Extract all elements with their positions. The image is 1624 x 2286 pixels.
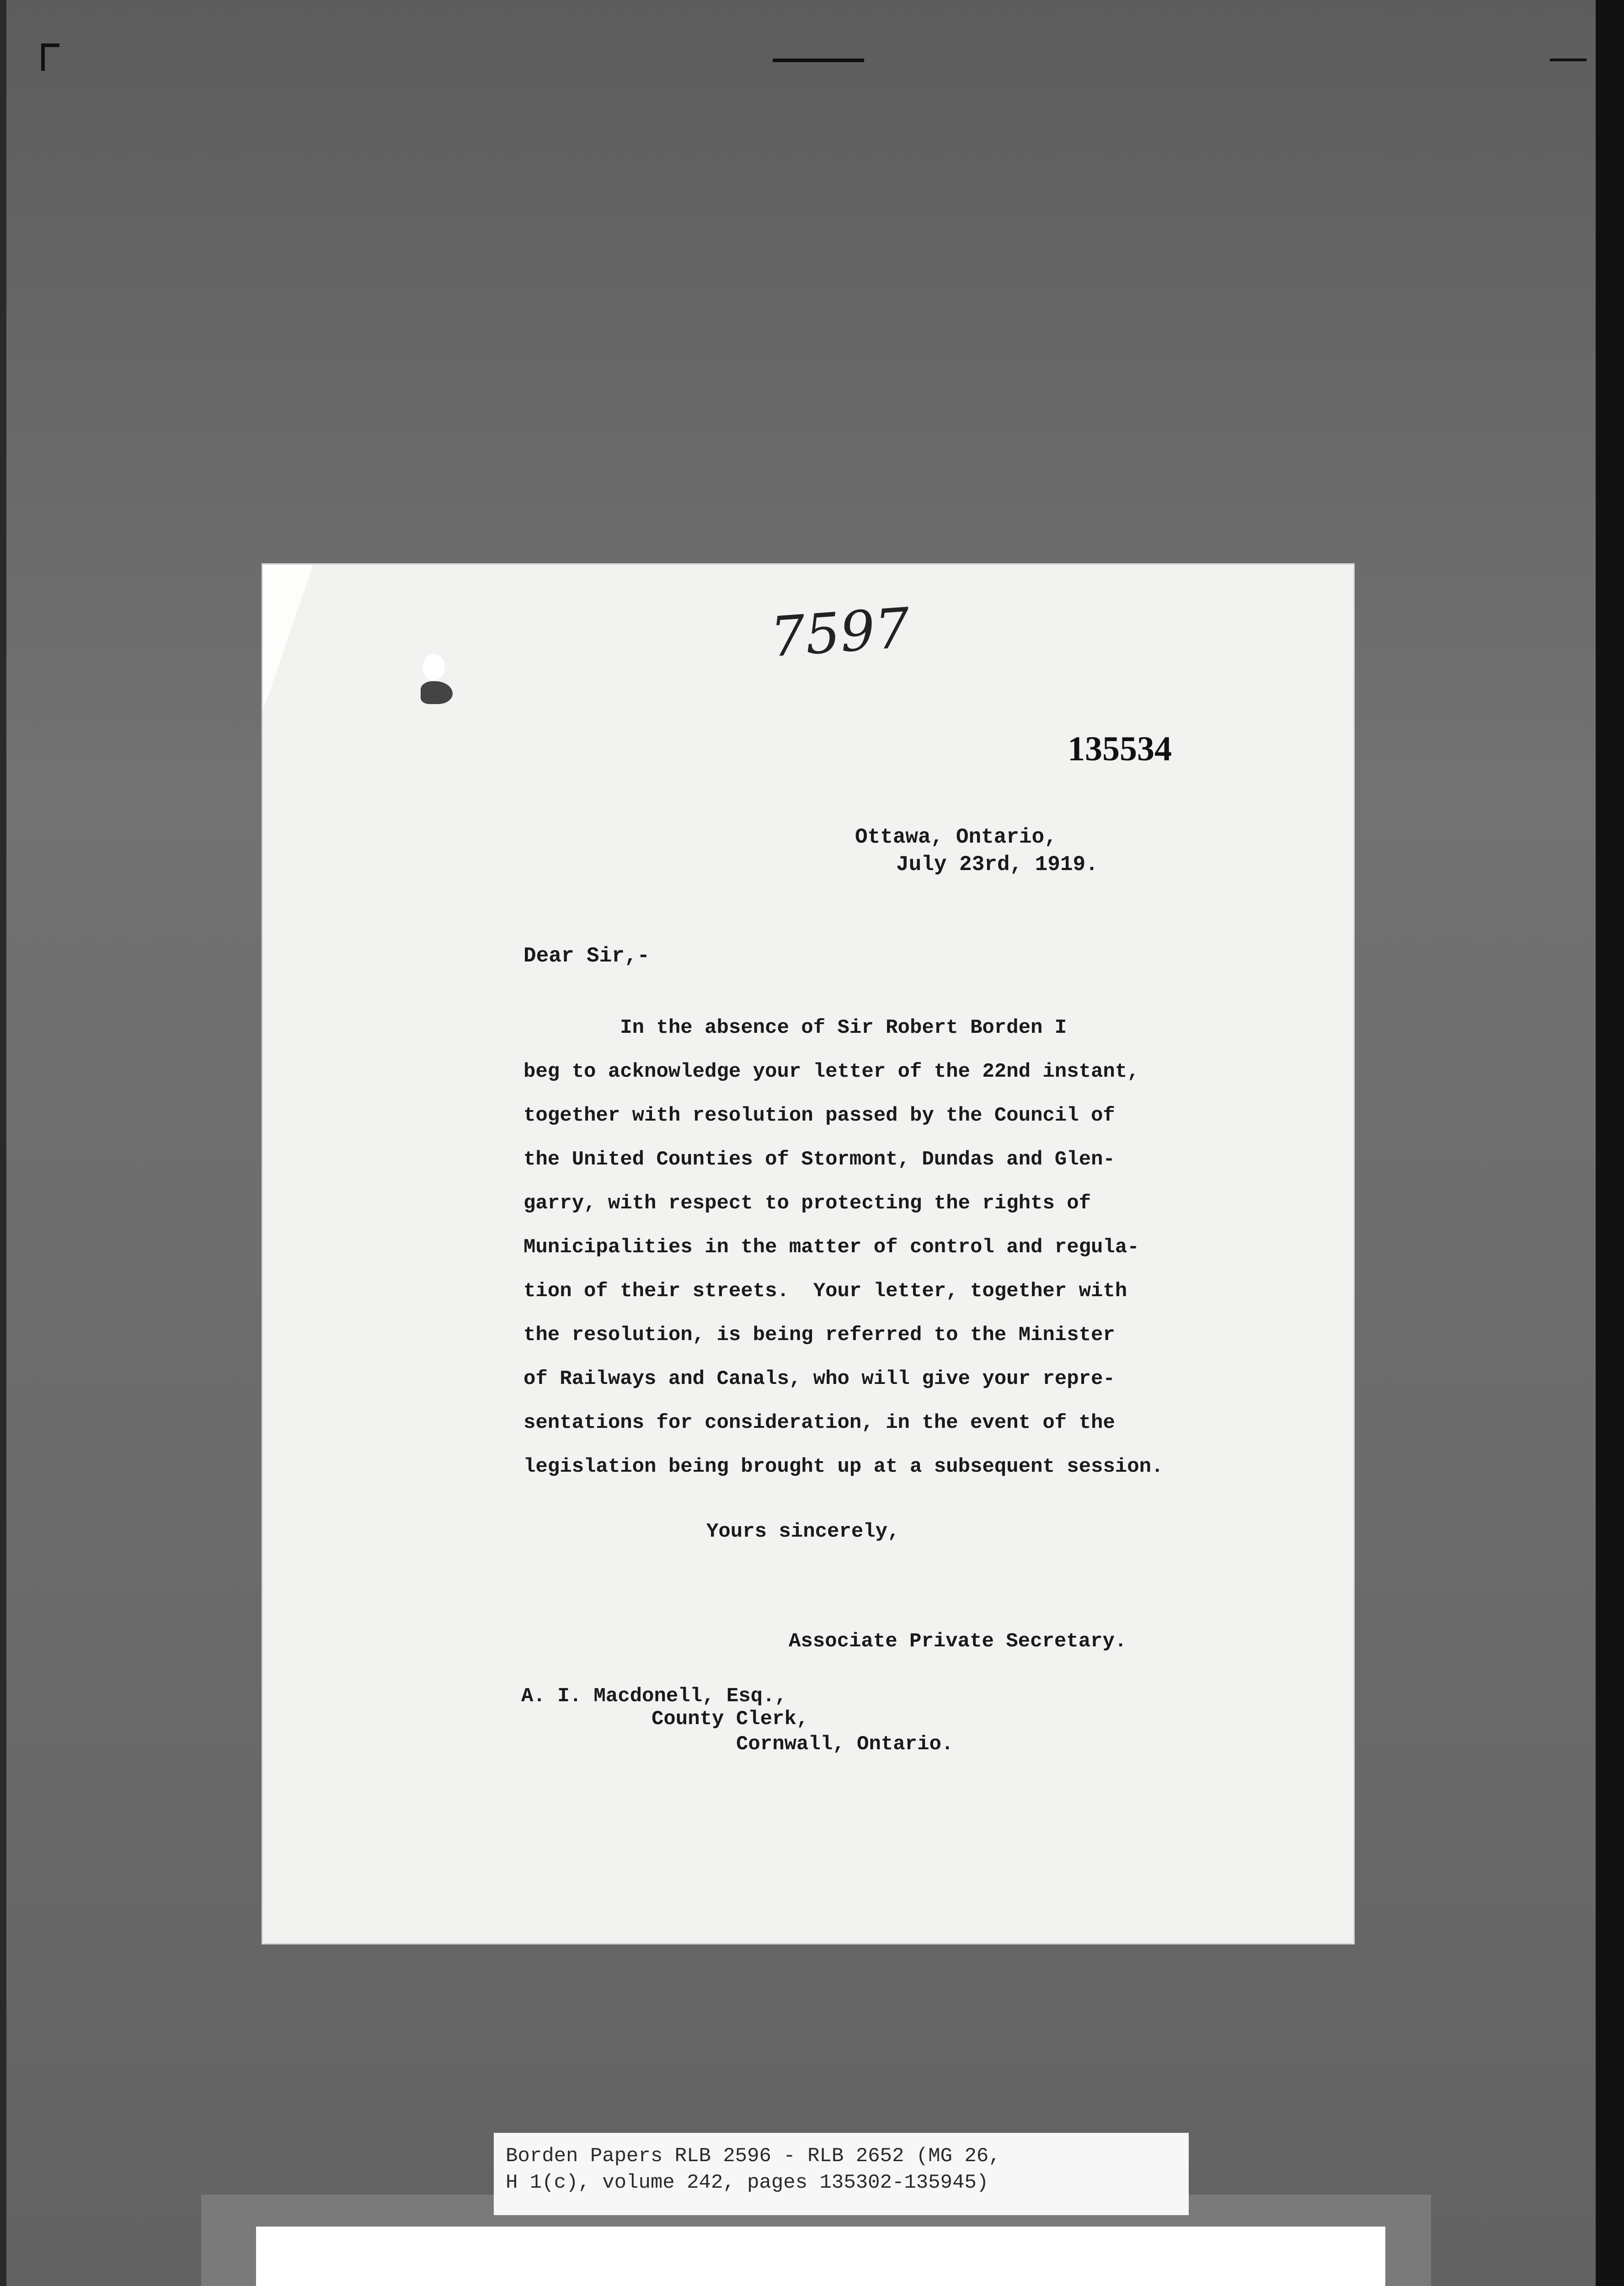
paper-clip-shadow	[421, 681, 453, 704]
film-edge-right	[1596, 0, 1624, 2286]
body-line: together with resolution passed by the Council of	[524, 1104, 1115, 1127]
letter-date: July 23rd, 1919.	[896, 853, 1098, 876]
handwritten-number: 7597	[768, 596, 912, 670]
closing: Yours sincerely,	[706, 1520, 900, 1543]
crop-mark	[41, 43, 59, 47]
paper-clip-hole	[423, 654, 445, 680]
folded-corner	[263, 565, 313, 711]
body-line: Municipalities in the matter of control and regula-	[524, 1236, 1139, 1259]
body-line: tion of their streets. Your letter, together with	[524, 1280, 1127, 1303]
salutation: Dear Sir,-	[524, 944, 650, 968]
body-line: beg to acknowledge your letter of the 22nd instant,	[524, 1060, 1139, 1083]
crop-mark	[41, 43, 45, 71]
reference-label	[494, 2133, 1189, 2215]
body-line: legislation being brought up at a subsequent session.	[524, 1455, 1164, 1478]
body-line: garry, with respect to protecting the rights of	[524, 1192, 1091, 1215]
recipient-name: A. I. Macdonell, Esq.,	[521, 1685, 787, 1708]
film-edge-left	[0, 0, 6, 2286]
document-number: 135534	[1068, 730, 1172, 768]
letter-place: Ottawa, Ontario,	[855, 825, 1057, 849]
reference-line: H 1(c), volume 242, pages 135302-135945)	[506, 2171, 989, 2194]
letter-body	[524, 1006, 1292, 1489]
body-line: of Railways and Canals, who will give your repre-	[524, 1367, 1115, 1390]
film-tick-mark	[1550, 59, 1587, 61]
reference-line: Borden Papers RLB 2596 - RLB 2652 (MG 26,	[506, 2145, 1001, 2168]
body-line: sentations for consideration, in the event of the	[524, 1411, 1115, 1434]
body-line: the United Counties of Stormont, Dundas and Glen-	[524, 1148, 1115, 1171]
letter-sheet	[263, 565, 1353, 1943]
body-line: the resolution, is being referred to the Minister	[524, 1324, 1115, 1346]
film-tick-mark	[773, 59, 864, 62]
signature-title: Associate Private Secretary.	[789, 1630, 1127, 1653]
recipient-location: Cornwall, Ontario.	[736, 1733, 954, 1756]
archives-card	[256, 2227, 1385, 2286]
recipient-title: County Clerk,	[652, 1708, 809, 1731]
body-line: In the absence of Sir Robert Borden I	[524, 1016, 1067, 1039]
